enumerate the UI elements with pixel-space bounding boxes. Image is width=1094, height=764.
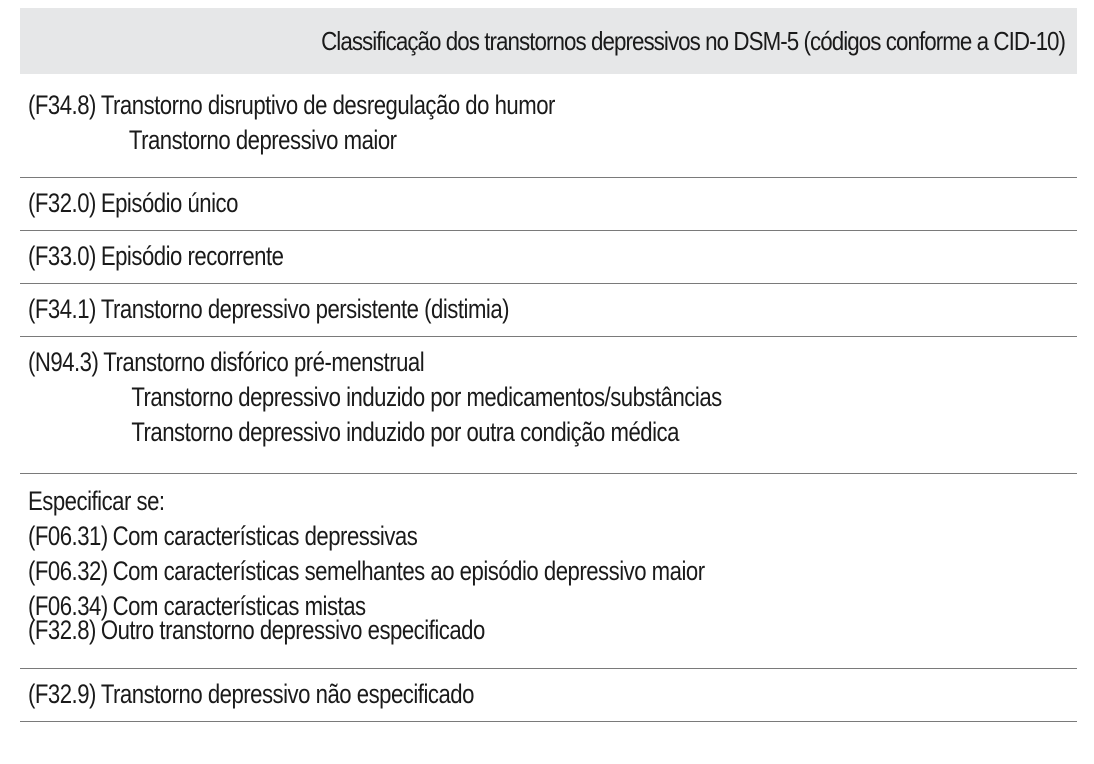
table-row-line bbox=[28, 554, 888, 589]
diagnosis-name: Com características semelhantes ao episódio depressivo maior bbox=[112, 556, 705, 586]
diagnosis-name: Transtorno depressivo persistente (distimia) bbox=[100, 294, 510, 324]
icd-code: (F06.31) bbox=[28, 521, 108, 551]
icd-code: (F06.32) bbox=[28, 556, 108, 586]
table-row-line bbox=[28, 239, 888, 274]
icd-code: (F33.0) bbox=[28, 241, 96, 271]
table-row-line bbox=[28, 613, 888, 648]
table-row bbox=[20, 231, 1077, 284]
diagnosis-name: Com características depressivas bbox=[112, 521, 418, 551]
icd-code: (F34.8) bbox=[28, 90, 96, 120]
icd-code: (N94.3) bbox=[28, 347, 99, 377]
table-row-line bbox=[28, 415, 888, 450]
table-row bbox=[20, 613, 1077, 669]
table-row bbox=[20, 284, 1077, 337]
icd-code: (F32.8) bbox=[28, 615, 96, 645]
table-row-line bbox=[28, 677, 888, 712]
table-row-line bbox=[28, 380, 888, 415]
diagnosis-name: Transtorno disruptivo de desregulação do humor bbox=[100, 90, 555, 120]
table-row bbox=[20, 669, 1077, 722]
icd-code: (F32.0) bbox=[28, 188, 96, 218]
diagnosis-name: Com características mistas bbox=[112, 591, 366, 621]
diagnosis-name: Transtorno depressivo induzido por medicamentos/substâncias bbox=[131, 382, 722, 412]
diagnosis-name: Transtorno depressivo maior bbox=[128, 125, 397, 155]
diagnosis-name: Transtorno depressivo não especificado bbox=[100, 679, 474, 709]
dsm5-classification-table bbox=[20, 8, 1077, 722]
diagnosis-name: Outro transtorno depressivo especificado bbox=[100, 615, 485, 645]
table-row-line bbox=[28, 345, 888, 380]
table-row-line bbox=[28, 186, 888, 221]
diagnosis-name: Episódio único bbox=[100, 188, 238, 218]
table-header bbox=[20, 8, 1077, 74]
specifier-label: Especificar se: bbox=[28, 486, 165, 516]
diagnosis-name: Episódio recorrente bbox=[100, 241, 284, 271]
table-row-line bbox=[28, 88, 888, 123]
diagnosis-name: Transtorno depressivo induzido por outra condição médica bbox=[131, 417, 679, 447]
table-header-title: Classificação dos transtornos depressivos no DSM-5 (códigos conforme a CID-10) bbox=[321, 25, 1065, 56]
table-row-line bbox=[28, 123, 888, 158]
diagnosis-name: Transtorno disfórico pré-menstrual bbox=[103, 347, 425, 377]
icd-code: (F06.34) bbox=[28, 591, 108, 621]
table-row bbox=[20, 74, 1077, 178]
table-row bbox=[20, 337, 1077, 474]
table-row-line bbox=[28, 484, 888, 519]
table-row bbox=[20, 178, 1077, 231]
table-row-line bbox=[28, 292, 888, 327]
icd-code: (F32.9) bbox=[28, 679, 96, 709]
icd-code: (F34.1) bbox=[28, 294, 96, 324]
table-row-line bbox=[28, 519, 888, 554]
